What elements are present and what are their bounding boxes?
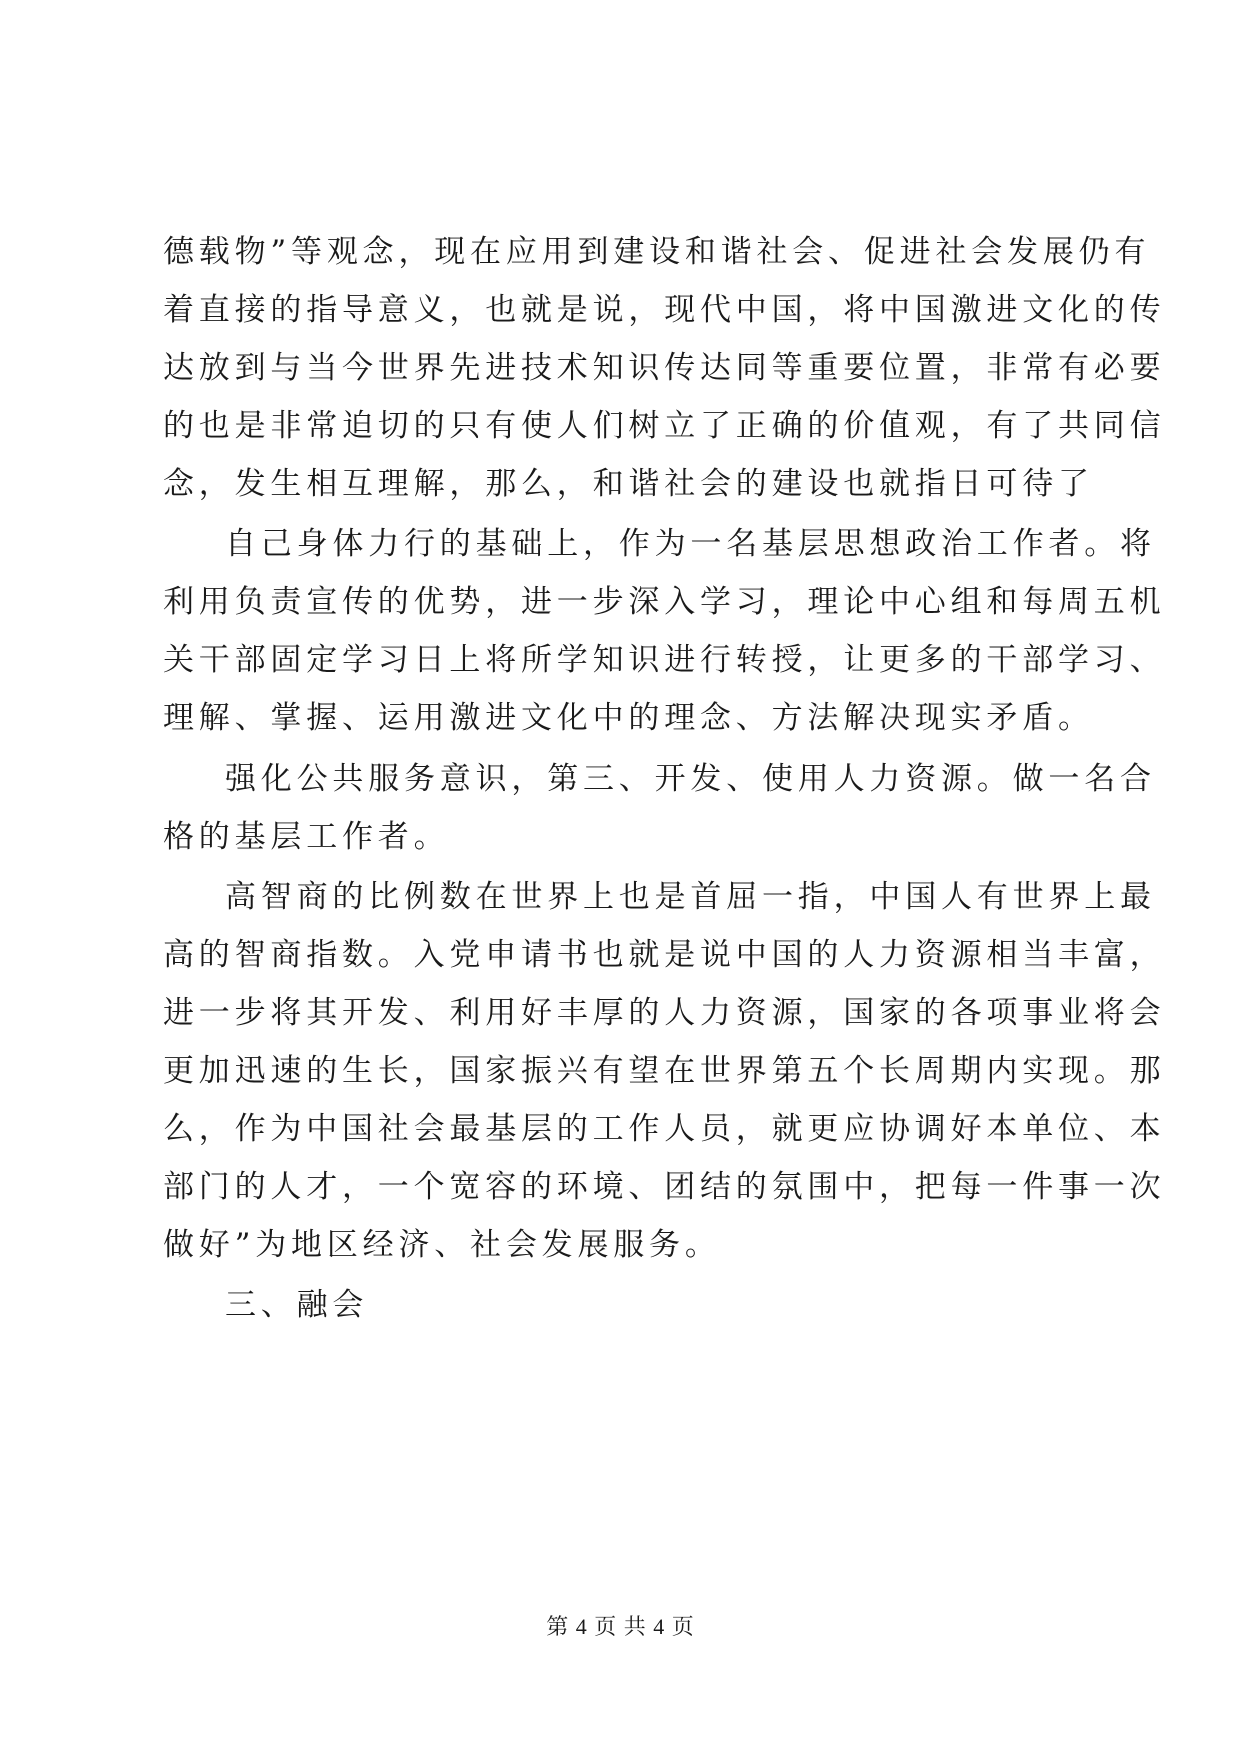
- paragraph-4-line-1: 高智商的比例数在世界上也是首屈一指，中国人有世界上最: [225, 879, 1156, 915]
- paragraph-2-line-1: 自己身体力行的基础上，作为一名基层思想政治工作者。将: [225, 526, 1156, 562]
- paragraph-4-line-6: 部门的人才，一个宽容的环境、团结的氛围中，把每一件事一次: [163, 1169, 1166, 1205]
- paragraph-1-line-5: 念，发生相互理解，那么，和谐社会的建设也就指日可待了: [163, 466, 1094, 502]
- paragraph-3-line-1: 强化公共服务意识，第三、开发、使用人力资源。做一名合: [225, 761, 1156, 797]
- paragraph-3-line-2: 格的基层工作者。: [163, 819, 450, 855]
- paragraph-4-line-7: 做好”为地区经济、社会发展服务。: [163, 1227, 721, 1263]
- paragraph-1-line-2: 着直接的指导意义，也就是说，现代中国，将中国激进文化的传: [163, 292, 1166, 328]
- paragraph-1-line-1: 德载物”等观念，现在应用到建设和谐社会、促进社会发展仍有: [163, 234, 1151, 270]
- paragraph-4-line-2: 高的智商指数。入党申请书也就是说中国的人力资源相当丰富，: [163, 937, 1166, 973]
- page-number-footer: 第 4 页 共 4 页: [546, 1614, 695, 1639]
- paragraph-2-line-3: 关干部固定学习日上将所学知识进行转授，让更多的干部学习、: [163, 642, 1166, 678]
- paragraph-4-line-4: 更加迅速的生长，国家振兴有望在世界第五个长周期内实现。那: [163, 1053, 1166, 1089]
- paragraph-4-line-3: 进一步将其开发、利用好丰厚的人力资源，国家的各项事业将会: [163, 995, 1166, 1031]
- paragraph-1-line-3: 达放到与当今世界先进技术知识传达同等重要位置，非常有必要: [163, 350, 1166, 386]
- paragraph-4-line-5: 么，作为中国社会最基层的工作人员，就更应协调好本单位、本: [163, 1111, 1166, 1147]
- paragraph-1-line-4: 的也是非常迫切的只有使人们树立了正确的价值观，有了共同信: [163, 408, 1166, 444]
- paragraph-2-line-4: 理解、掌握、运用激进文化中的理念、方法解决现实矛盾。: [163, 700, 1094, 736]
- section-heading: 三、融会: [225, 1287, 369, 1323]
- paragraph-2-line-2: 利用负责宣传的优势，进一步深入学习，理论中心组和每周五机: [163, 584, 1166, 620]
